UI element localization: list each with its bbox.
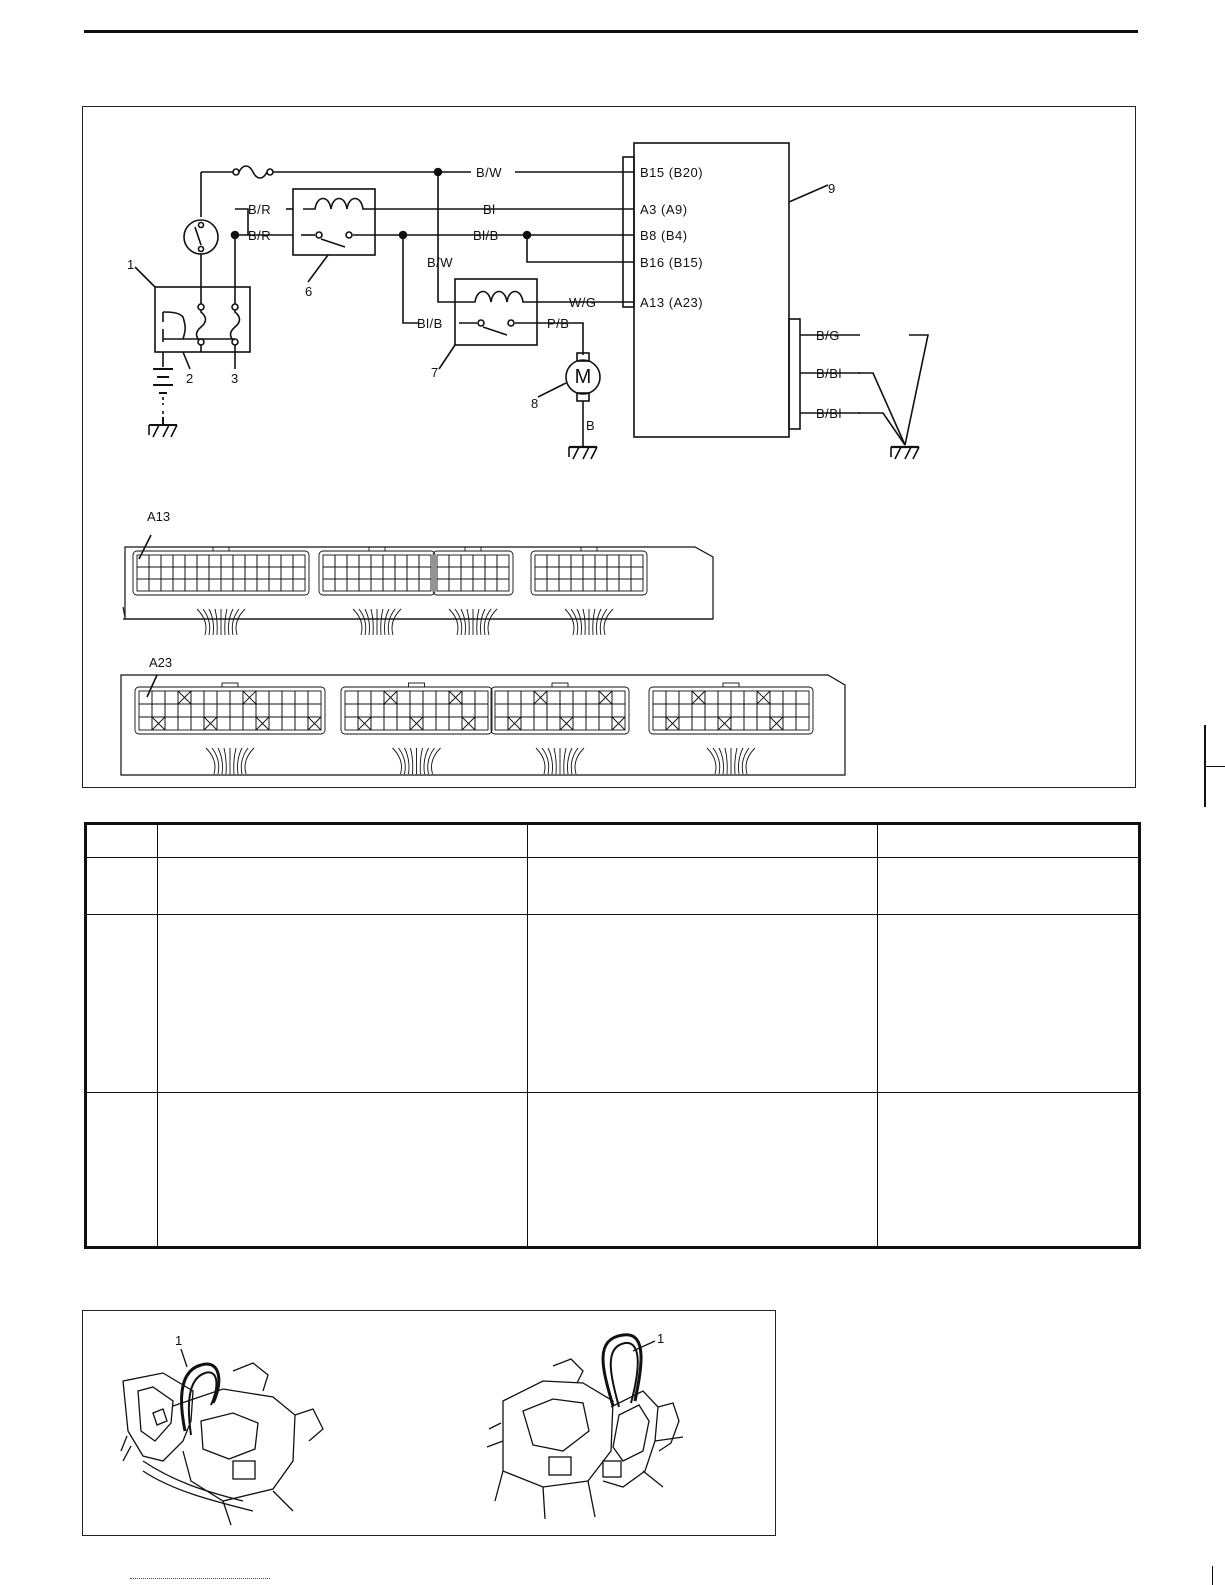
callout-1: 1 [127, 257, 135, 272]
wire-label-wg: W/G [569, 295, 597, 310]
table-row [86, 1093, 1140, 1248]
table-cell [158, 858, 528, 915]
wire-label-bbl-2: B/Bl [816, 406, 842, 421]
wire-label-b-motor: B [586, 418, 596, 433]
callout-6: 6 [305, 284, 313, 299]
terminal-b16: B16 (B15) [640, 255, 704, 270]
relay-6 [293, 189, 375, 255]
procedure-table [84, 822, 1141, 1249]
terminal-b15: B15 (B20) [640, 165, 704, 180]
connector-a23-block-4 [649, 683, 813, 774]
connector-a23-block-2 [341, 683, 492, 774]
connector-a13-drawing [123, 547, 713, 619]
table-header-cell [528, 824, 878, 858]
page-edge-tick [1206, 766, 1225, 767]
table-cell [528, 915, 878, 1093]
callout-2: 2 [186, 371, 194, 386]
terminal-a3: A3 (A9) [640, 202, 688, 217]
jumper-wire-illustration-panel [82, 1310, 776, 1536]
connector-a13-block-4 [531, 547, 647, 635]
page-corner-mark [1212, 1566, 1213, 1585]
ecm-9 [634, 143, 789, 437]
table-cell [528, 1093, 878, 1248]
connector-pin-grids [133, 547, 813, 774]
wiring-diagram-panel [82, 106, 1136, 788]
connector-a13-block-1 [133, 547, 309, 635]
footer-link-underline [130, 1578, 270, 1580]
table-header-cell [878, 824, 1140, 858]
wiring-diagram [83, 107, 1137, 789]
connector-label-a23: A23 [149, 655, 173, 670]
table-header-cell [86, 824, 158, 858]
table-cell [158, 915, 528, 1093]
connector-a23-block-1 [135, 683, 325, 774]
right-connector-illustration [487, 1335, 683, 1519]
motor-symbol: M [574, 366, 592, 388]
callout-7: 7 [431, 365, 439, 380]
table-cell [86, 915, 158, 1093]
table-cell [878, 858, 1140, 915]
table-row [86, 858, 1140, 915]
terminal-b8: B8 (B4) [640, 228, 688, 243]
top-rule [84, 30, 1138, 33]
relay-7 [455, 279, 537, 345]
table-cell [158, 1093, 528, 1248]
jumper-wire-illustration [83, 1311, 777, 1537]
terminal-a13: A13 (A23) [640, 295, 704, 310]
wire-label-pb: P/B [547, 316, 570, 331]
table-row [86, 915, 1140, 1093]
wire-label-bg: B/G [816, 328, 840, 343]
fuse-symbol [239, 166, 267, 178]
wire-label-br-lower: B/R [248, 228, 272, 243]
table-cell [86, 858, 158, 915]
wire-label-bl: Bl [483, 202, 496, 217]
callout-9: 9 [828, 181, 836, 196]
wire-label-bbl-1: B/Bl [816, 366, 842, 381]
wire-label-bw-top: B/W [476, 165, 503, 180]
callout-8: 8 [531, 396, 539, 411]
wire-label-bw-vertical: B/W [427, 255, 454, 270]
table-cell [86, 1093, 158, 1248]
photo-callout-left: 1 [175, 1333, 183, 1348]
connector-a23-block-3 [491, 683, 629, 774]
table-header-row [86, 824, 1140, 858]
connector-label-a13: A13 [147, 509, 171, 524]
left-connector-illustration [121, 1363, 323, 1525]
table-cell [878, 915, 1140, 1093]
table-cell [528, 858, 878, 915]
connector-a13-block-2 [319, 547, 435, 635]
connector-a13-block-3 [433, 547, 513, 635]
photo-callout-right: 1 [657, 1331, 665, 1346]
wire-label-blb-relay7: Bl/B [417, 316, 443, 331]
table-cell [878, 1093, 1140, 1248]
wire-label-blb-main: Bl/B [473, 228, 499, 243]
wire-label-br-upper: B/R [248, 202, 272, 217]
callout-3: 3 [231, 371, 239, 386]
table-header-cell [158, 824, 528, 858]
